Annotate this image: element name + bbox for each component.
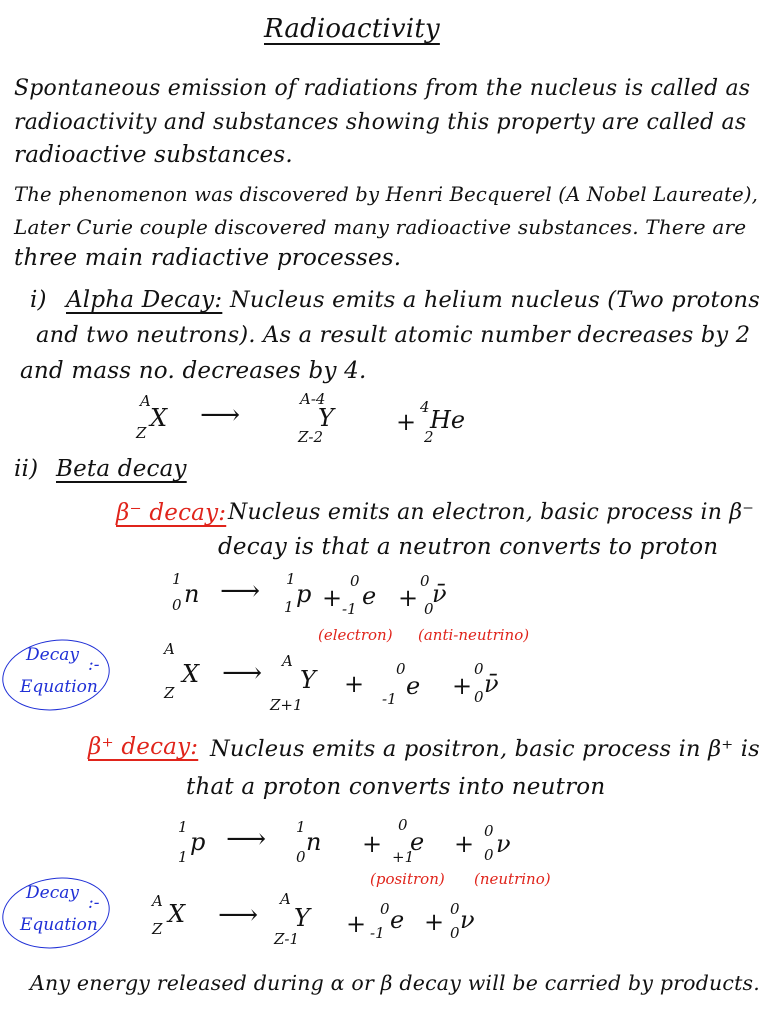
electron-symbol: e xyxy=(362,582,377,610)
daughter-atomic: Z-1 xyxy=(274,930,300,948)
parent-atomic: Z xyxy=(152,920,163,938)
neutron-charge: 0 xyxy=(172,596,182,614)
proton-charge: 1 xyxy=(284,598,294,616)
proton-symbol: p xyxy=(190,828,206,856)
alpha-line1: Nucleus emits a helium nucleus (Two protons xyxy=(230,287,760,313)
beta-number: ii) xyxy=(14,456,39,482)
electron-charge: -1 xyxy=(370,924,385,942)
right-arrow-icon: ⟶ xyxy=(226,822,267,855)
decay-label-word2: Equation xyxy=(20,677,98,697)
positron-note: (positron) xyxy=(370,870,445,888)
neutrino-symbol: ν xyxy=(460,906,475,934)
proton-mass: 1 xyxy=(286,570,296,588)
para2-line3: three main radiactive processes. xyxy=(14,245,402,271)
decay-label-word2: Equation xyxy=(20,915,98,935)
plus-sign: + xyxy=(452,672,473,700)
beta-plus-line2: that a proton converts into neutron xyxy=(186,774,606,800)
antineutrino-mass: 0 xyxy=(420,572,430,590)
antineutrino-symbol: ν̄ xyxy=(484,670,499,698)
daughter-mass: A xyxy=(282,652,293,670)
proton-mass: 1 xyxy=(178,818,188,836)
beta-plus-line1: Nucleus emits a positron, basic process in β⁺ is xyxy=(210,736,760,762)
neutron-mass: 1 xyxy=(172,570,182,588)
antineutrino-symbol: ν̄ xyxy=(432,580,447,608)
beta-minus-line1: Nucleus emits an electron, basic process in β⁻ xyxy=(228,500,755,525)
plus-sign: + xyxy=(322,584,343,612)
neutrino-charge: 0 xyxy=(484,846,494,864)
electron-symbol: e xyxy=(406,672,421,700)
para2-line1: The phenomenon was discovered by Henri Becquerel (A Nobel Laureate), xyxy=(14,183,759,206)
final-statement: Any energy released during α or β decay will be carried by products. xyxy=(30,971,760,995)
electron-note: (electron) xyxy=(318,626,393,644)
antineutrino-charge: 0 xyxy=(424,600,434,618)
page-title: Radioactivity xyxy=(264,14,440,44)
right-arrow-icon: ⟶ xyxy=(222,656,263,689)
proton-symbol: p xyxy=(296,580,312,608)
alpha-line2: and two neutrons). As a result atomic number decreases by 2 xyxy=(36,322,751,348)
alpha-daughter-mass: A-4 xyxy=(300,390,326,408)
beta-plus-label: β⁺ decay: xyxy=(88,734,199,760)
positron-mass: 0 xyxy=(398,816,408,834)
electron-charge: -1 xyxy=(382,690,397,708)
daughter-mass: A xyxy=(280,890,291,908)
plus-sign: + xyxy=(362,830,383,858)
alpha-parent-atomic: Z xyxy=(136,424,147,442)
alpha-heading: Alpha Decay: xyxy=(66,287,223,313)
electron-mass: 0 xyxy=(396,660,406,678)
alpha-daughter-atomic: Z-2 xyxy=(298,428,324,446)
antineutrino-charge: 0 xyxy=(474,688,484,706)
parent-mass: A xyxy=(164,640,175,658)
electron-charge: -1 xyxy=(342,600,357,618)
plus-sign: + xyxy=(398,584,419,612)
para1-line1: Spontaneous emission of radiations from the nucleus is called as xyxy=(14,76,751,101)
plus-sign: + xyxy=(346,910,367,938)
right-arrow-icon: ⟶ xyxy=(218,898,259,931)
decay-label-colon: :- xyxy=(88,893,100,913)
antineutrino-note: (anti-neutrino) xyxy=(418,626,530,644)
neutrino-mass: 0 xyxy=(484,822,494,840)
electron-mass: 0 xyxy=(350,572,360,590)
helium-symbol: He xyxy=(430,406,466,434)
plus-sign: + xyxy=(454,830,475,858)
alpha-parent-symbol: X xyxy=(150,404,168,432)
plus-sign: + xyxy=(424,908,445,936)
decay-label-colon: :- xyxy=(88,655,100,675)
proton-charge: 1 xyxy=(178,848,188,866)
alpha-parent-mass: A xyxy=(140,392,151,410)
neutrino-mass: 0 xyxy=(450,900,460,918)
beta-heading: Beta decay xyxy=(56,456,187,482)
helium-atomic: 2 xyxy=(424,428,434,446)
plus-sign: + xyxy=(344,670,365,698)
positron-charge: +1 xyxy=(392,848,415,866)
alpha-line3: and mass no. decreases by 4. xyxy=(20,358,367,384)
para1-line3: radioactive substances. xyxy=(14,142,293,168)
beta-minus-label: β⁻ decay: xyxy=(116,500,227,526)
decay-label-word1: Decay xyxy=(26,645,79,665)
electron-symbol: e xyxy=(390,906,405,934)
para2-line2: Later Curie couple discovered many radioactive substances. There are xyxy=(14,215,747,239)
positron-symbol: e xyxy=(410,828,425,856)
parent-mass: A xyxy=(152,892,163,910)
daughter-symbol: Y xyxy=(300,666,316,694)
neutrino-note: (neutrino) xyxy=(474,870,551,888)
daughter-atomic: Z+1 xyxy=(270,696,303,714)
alpha-daughter-symbol: Y xyxy=(318,404,334,432)
daughter-symbol: Y xyxy=(294,904,310,932)
parent-symbol: X xyxy=(168,900,186,928)
plus-sign: + xyxy=(396,408,417,436)
neutron-symbol: n xyxy=(306,828,322,856)
parent-symbol: X xyxy=(182,660,200,688)
right-arrow-icon: ⟶ xyxy=(220,574,261,607)
decay-label-word1: Decay xyxy=(26,883,79,903)
neutron-charge: 0 xyxy=(296,848,306,866)
neutrino-symbol: ν xyxy=(496,830,511,858)
parent-atomic: Z xyxy=(164,684,175,702)
neutron-symbol: n xyxy=(184,580,200,608)
alpha-number: i) xyxy=(30,287,47,313)
neutron-mass: 1 xyxy=(296,818,306,836)
electron-mass: 0 xyxy=(380,900,390,918)
antineutrino-mass: 0 xyxy=(474,660,484,678)
beta-minus-line2: decay is that a neutron converts to proton xyxy=(218,534,719,560)
para1-line2: radioactivity and substances showing this property are called as xyxy=(14,110,747,135)
right-arrow-icon: ⟶ xyxy=(200,398,241,431)
helium-mass: 4 xyxy=(420,398,430,416)
neutrino-charge: 0 xyxy=(450,924,460,942)
